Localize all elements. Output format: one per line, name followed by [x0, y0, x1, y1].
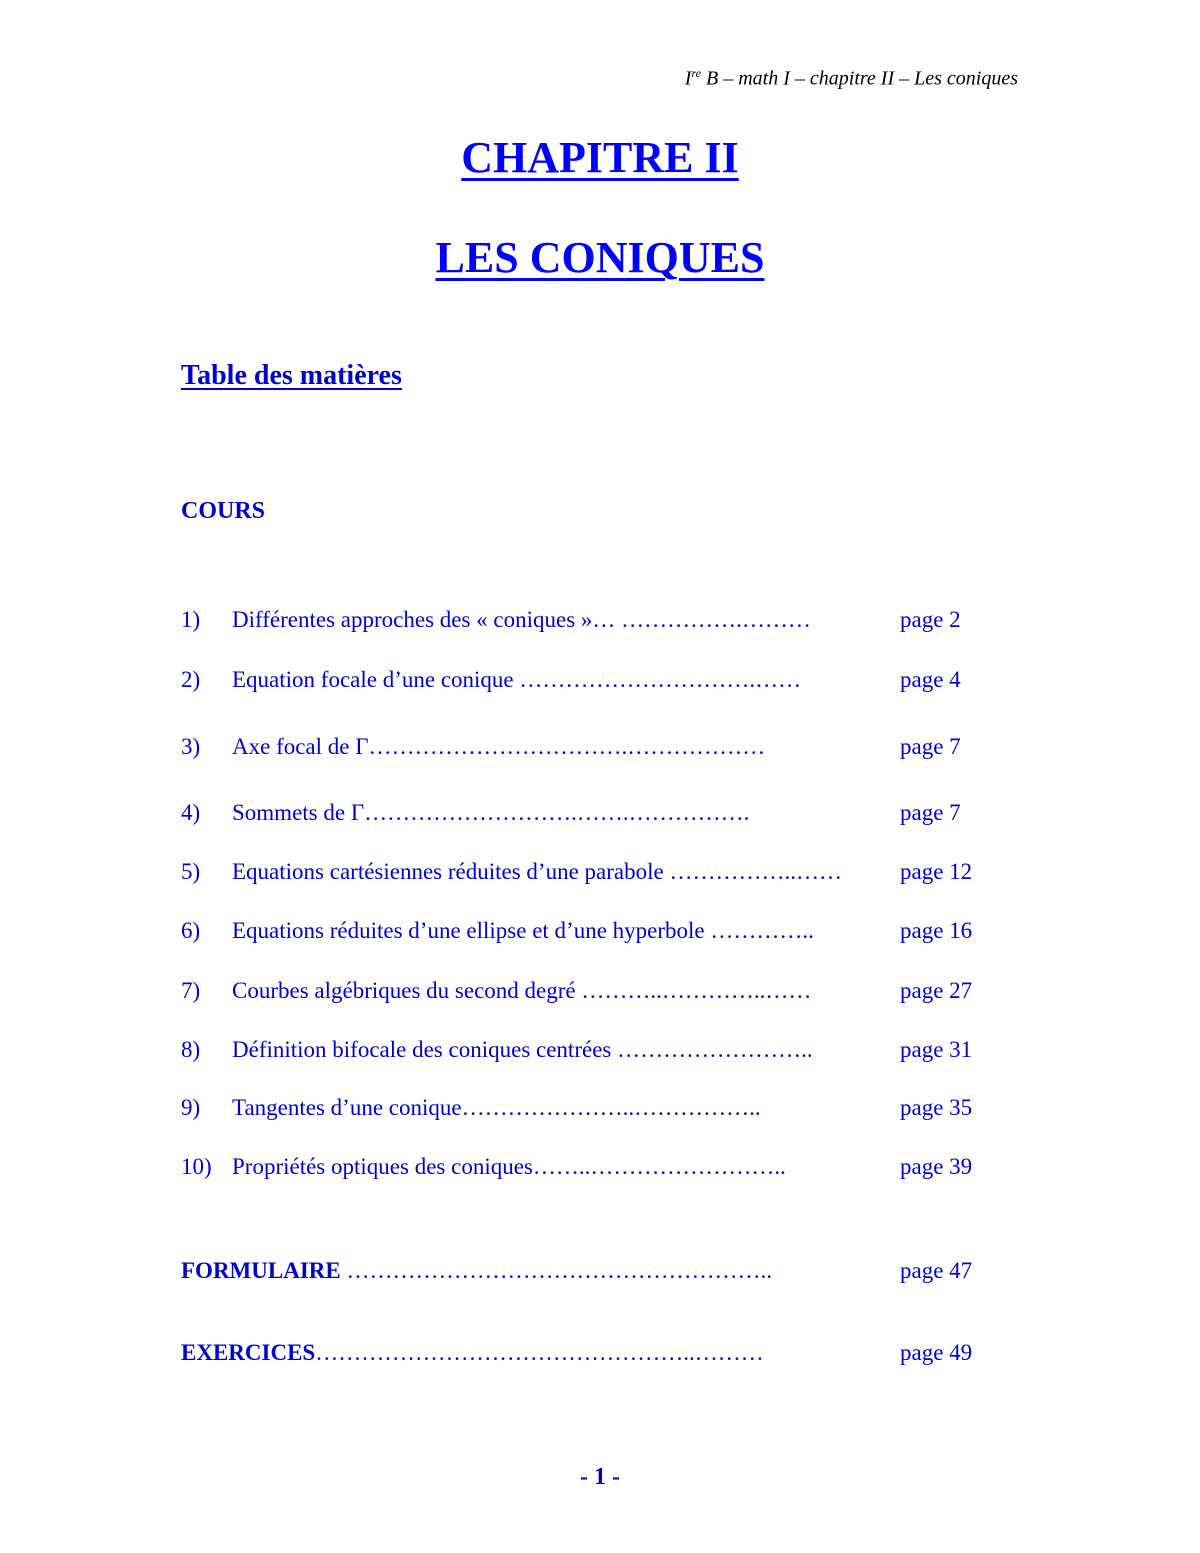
- header-grade-sup: re: [691, 66, 702, 80]
- toc-entry-1[interactable]: [181, 607, 981, 637]
- toc-entry-10[interactable]: [181, 1154, 981, 1184]
- toc-entry-number: 2): [181, 667, 201, 692]
- toc-entry-number: 6): [181, 918, 201, 943]
- toc-entry-number: 10): [181, 1154, 212, 1179]
- toc-entry-page: page 47: [900, 1258, 973, 1283]
- toc-entry-6[interactable]: [181, 918, 981, 948]
- toc-entry-page: page 7: [900, 800, 961, 825]
- toc-entry-4[interactable]: [181, 800, 981, 830]
- toc-entry-3[interactable]: [181, 734, 981, 764]
- toc-entry-9[interactable]: [181, 1095, 981, 1125]
- toc-entry-label: Tangentes d’une conique…………………..……………..: [232, 1095, 761, 1120]
- toc-entry-page: page 31: [900, 1037, 973, 1062]
- toc-entry-label: Equations cartésiennes réduites d’une parabole ……………..……: [232, 859, 842, 884]
- exercices-label: EXERCICES: [181, 1340, 316, 1365]
- toc-entry-page: page 2: [900, 607, 961, 632]
- header-text: B – math I – chapitre II – Les coniques: [701, 67, 1018, 90]
- cours-label: COURS: [181, 498, 266, 524]
- toc-entry-number: 3): [181, 734, 201, 759]
- toc-entry-number: 8): [181, 1037, 201, 1062]
- toc-entry-8[interactable]: [181, 1037, 981, 1067]
- toc-entry-page: page 39: [900, 1154, 973, 1179]
- toc-entry-7[interactable]: [181, 978, 981, 1008]
- page-number: - 1 -: [580, 1464, 620, 1490]
- formulaire-dots: ………………………………………………..: [340, 1258, 772, 1283]
- toc-entry-page: page 12: [900, 859, 973, 884]
- toc-entry-number: 5): [181, 859, 201, 884]
- toc-entry-number: 1): [181, 607, 201, 632]
- toc-entry-label: Différentes approches des « coniques »… …………….………: [232, 607, 811, 632]
- toc-entry-label: Définition bifocale des coniques centrées ……………………..: [232, 1037, 813, 1062]
- toc-entry-page: page 4: [900, 667, 961, 692]
- toc-entry-number: 7): [181, 978, 201, 1003]
- toc-entry-5[interactable]: [181, 859, 981, 889]
- toc-entry-2[interactable]: [181, 667, 981, 697]
- toc-entry-label: Equations réduites d’une ellipse et d’une hyperbole …………..: [232, 918, 814, 943]
- toc-entry-page: page 35: [900, 1095, 973, 1120]
- chapter-title: CHAPITRE II: [461, 133, 739, 182]
- toc-entry-page: page 27: [900, 978, 973, 1003]
- toc-entry-label: Propriétés optiques des coniques……..……………………..: [232, 1154, 786, 1179]
- toc-entry-page: page 49: [900, 1340, 973, 1365]
- toc-entry-formulaire[interactable]: [181, 1258, 981, 1288]
- running-header: [685, 66, 1018, 91]
- toc-entry-number: 9): [181, 1095, 201, 1120]
- toc-entry-number: 4): [181, 800, 201, 825]
- chapter-subtitle: LES CONIQUES: [435, 233, 765, 282]
- toc-entry-page: page 16: [900, 918, 973, 943]
- exercices-dots: …………………………………………..………: [315, 1340, 764, 1365]
- header-grade: I: [684, 67, 692, 90]
- toc-entry-label: [181, 1340, 764, 1366]
- toc-heading: Table des matières: [181, 360, 402, 391]
- toc-entry-label: Equation focale d’une conique ………………………….……: [232, 667, 802, 692]
- formulaire-label: FORMULAIRE: [181, 1258, 341, 1283]
- toc-entry-label: Axe focal de Γ…………………………….………………: [232, 734, 766, 759]
- toc-entry-label: Courbes algébriques du second degré ………..…………..……: [232, 978, 812, 1003]
- toc-entry-label: [181, 1258, 772, 1284]
- toc-entry-label: Sommets de Γ……………………….…….…………….: [232, 800, 750, 825]
- toc-entry-page: page 7: [900, 734, 961, 759]
- toc-entry-exercices[interactable]: [181, 1340, 981, 1370]
